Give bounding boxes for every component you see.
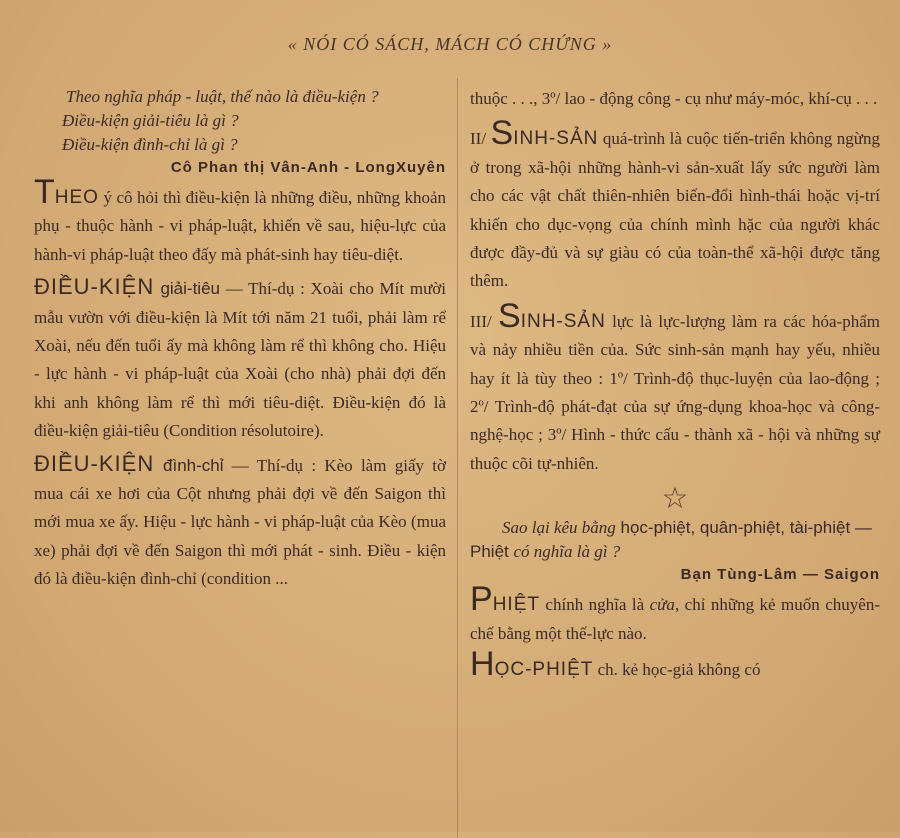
page-header: « NÓI CÓ SÁCH, MÁCH CÓ CHỨNG » xyxy=(287,34,613,54)
answer-paragraph xyxy=(34,173,446,269)
question-part-3: có nghĩa là gì ? xyxy=(513,542,621,562)
right-column xyxy=(470,85,880,689)
question-line-2: Điều-kiện giải-tiêu là gì ? xyxy=(62,111,239,130)
drop-cap: T xyxy=(34,173,55,211)
drop-cap: S xyxy=(498,296,521,335)
section-lead: ĐIỀU-KIỆN xyxy=(34,450,155,476)
answer-text: chính nghĩa là xyxy=(539,595,650,615)
asker-name-2: Bạn Tùng-Lâm — Saigon xyxy=(680,566,880,584)
left-column xyxy=(34,85,446,598)
question-2 xyxy=(470,516,880,564)
section-text: lực là lực-lượng làm ra các hóa-phẩm và nảy nhiều tiền của. Sức sinh-sản mạnh hay yếu, nhiều hay ít là tùy theo : 1º/ Trình-độ thục-luyện của lao-động ; 2º/ Trình-độ phát-đạt của sự ứng-dụng khoa-học và công-nghệ-học ; 3º/ Hình - thức cấu - thành xã - hội và những sự thuộc cõi tự-nhiên. xyxy=(470,311,880,473)
section-number: II/ xyxy=(470,129,491,149)
section-lead: INH-SẢN xyxy=(513,128,599,150)
answer-lead: HIỆT xyxy=(492,594,540,616)
section-sinh-san-luc xyxy=(470,296,880,478)
question-line-3: Điều-kiện đình-chỉ là gì ? xyxy=(62,135,238,154)
answer-lead: ỌC-PHIỆT xyxy=(494,659,594,681)
drop-cap: H xyxy=(470,645,495,684)
section-title: đình-chỉ xyxy=(154,455,224,475)
question-part-2: học-phiệt, quân-phiệt, tài-phiệt — Phiệt xyxy=(470,518,872,562)
section-text: — Thí-dụ : Xoài cho Mít mười mẫu vườn với điều-kiện là Mít tới năm 21 tuổi, phải làm rể Xoài, nếu đến tuổi ấy mà không làm rể thì không cho. Hiệu - lực hành - vi pháp-luật của Xoài (cho nhà) phải đợi đến khi anh không làm rể thì mới tiêu-diệt. Điều-kiện đó là điều-kiện giải-tiêu (Condition résolutoire). xyxy=(34,279,446,441)
asker-name: Cô Phan thị Vân-Anh - LongXuyên xyxy=(170,159,446,176)
section-giai-tieu xyxy=(34,273,446,445)
section-title: giải-tiêu xyxy=(154,279,220,299)
answer-text-2: , chỉ những kẻ muốn chuyên-chế bằng một thế-lực nào. xyxy=(470,595,880,643)
star-icon: ☆ xyxy=(661,482,689,516)
section-text: — Thí-dụ : Kèo làm giấy tờ mua cái xe hơi của Cột nhưng phải đợi về đến Saigon thì mới mua xe ấy. Hiệu - lực hành - vi pháp-luật của Kèo (mua xe) phải đợi về đến Saigon thì mới phát - sinh. Điều - kiện đó là điều-kiện đình-chỉ (condition ... xyxy=(34,455,447,589)
column-divider xyxy=(457,78,458,838)
drop-cap: P xyxy=(470,580,493,619)
answer-text: ý cô hỏi thì điều-kiện là những điều, những khoản phụ - thuộc hành - vi pháp-luật, khiến về sau, hiệu-lực của hành-vi pháp-luật theo đấy mà phát-sinh hay tiêu-diệt. xyxy=(34,188,446,264)
answer-hoc-phiet xyxy=(470,645,880,684)
continuation-paragraph: thuộc . . ., 3º/ lao - động công - cụ như máy-móc, khí-cụ . . . xyxy=(470,89,878,108)
question-part-1: Sao lại kêu bằng xyxy=(502,518,616,538)
section-lead: INH-SẢN xyxy=(520,310,606,332)
section-text: quá-trình là cuộc tiến-triển không ngừng ở trong xã-hội những hành-vi sản-xuất lấy sức người làm cho các vật chất thiên-nhiên biến-đổi hình-thái hoặc vị-trí khiến cho dục-vọng của chính mình hặc của người khác được đầy-đủ và sự giàu có của toàn-thể xã-hội được tăng thêm. xyxy=(470,129,880,291)
answer-lead: HEO xyxy=(54,187,99,208)
answer-phiet xyxy=(470,580,880,648)
answer-emphasis: cửa xyxy=(649,595,675,615)
section-number: III/ xyxy=(470,311,498,331)
question-line-1: Theo nghĩa pháp - luật, thế nào là điều-kiện ? xyxy=(66,87,379,106)
answer-text: ch. kẻ học-giả không có xyxy=(593,660,761,680)
section-dinh-chi xyxy=(34,450,446,594)
drop-cap: S xyxy=(490,114,514,153)
section-sinh-san-qua-trinh xyxy=(470,114,880,295)
section-lead: ĐIỀU-KIỆN xyxy=(34,274,155,300)
